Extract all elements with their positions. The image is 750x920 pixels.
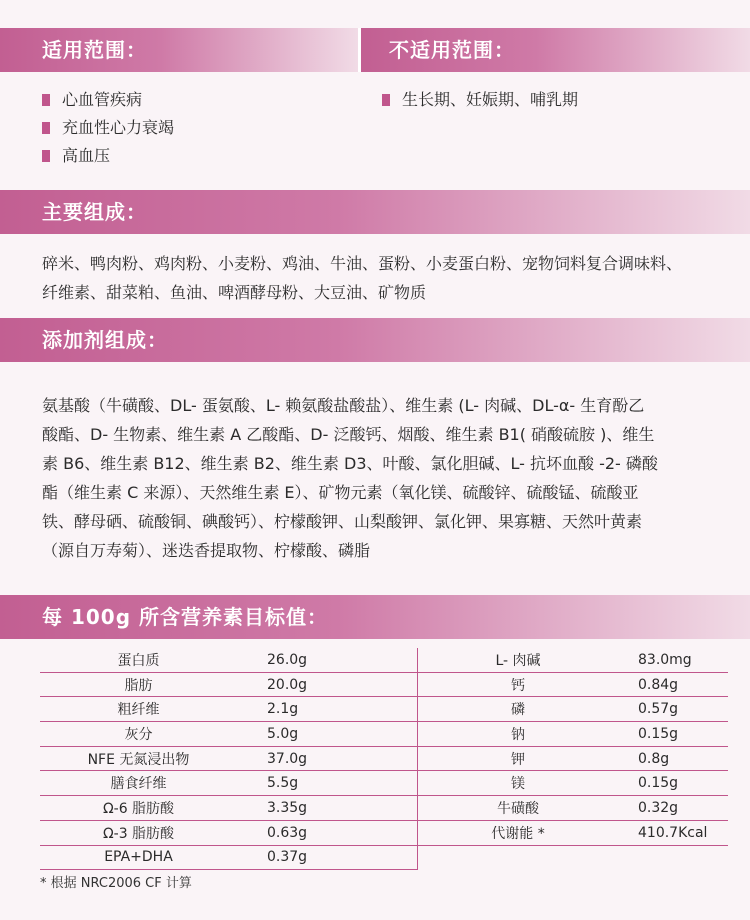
table-row	[40, 746, 728, 771]
nutrient-value: 2.1g	[237, 697, 418, 722]
nutrient-value	[618, 845, 728, 870]
nutrient-value: 0.57g	[618, 697, 728, 722]
nutrient-name: Ω-3 脂肪酸	[40, 820, 237, 845]
nutrient-name: 钾	[418, 746, 619, 771]
list-item	[42, 114, 174, 142]
list-item-text: 心血管疾病	[62, 90, 143, 109]
nutrient-name: EPA+DHA	[40, 845, 237, 870]
text-line: 酸酯、D- 生物素、维生素 A 乙酸酯、D- 泛酸钙、烟酸、维生素 B1( 硝酸硫胺 )、维生	[42, 425, 655, 444]
list-item-text: 生长期、妊娠期、哺乳期	[402, 90, 579, 109]
nutrient-value: 410.7Kcal	[618, 820, 728, 845]
text-line: （源自万寿菊）、迷迭香提取物、柠檬酸、磷脂	[42, 541, 371, 560]
nutrient-value: 0.84g	[618, 672, 728, 697]
bullet-icon	[42, 150, 50, 162]
text-line: 碎米、鸭肉粉、鸡肉粉、小麦粉、鸡油、牛油、蛋粉、小麦蛋白粉、宠物饲料复合调味料、	[42, 254, 683, 273]
nutrient-name: Ω-6 脂肪酸	[40, 796, 237, 821]
list-item-text: 高血压	[62, 146, 111, 165]
nutrient-name: 代谢能 *	[418, 820, 619, 845]
not-applicable-header: 不适用范围：	[361, 28, 750, 72]
nutrient-name: 镁	[418, 771, 619, 796]
nutrient-name: 磷	[418, 697, 619, 722]
bullet-icon	[42, 122, 50, 134]
footnote: * 根据 NRC2006 CF 计算	[40, 876, 192, 891]
nutrient-name: NFE 无氮浸出物	[40, 746, 237, 771]
nutrient-name: L- 肉碱	[418, 648, 619, 672]
nutrient-name: 灰分	[40, 722, 237, 747]
table-row	[40, 796, 728, 821]
bullet-icon	[42, 94, 50, 106]
applicable-list	[42, 86, 174, 170]
nutrient-value: 0.15g	[618, 722, 728, 747]
text-line: 氨基酸（牛磺酸、DL- 蛋氨酸、L- 赖氨酸盐酸盐）、维生素 (L- 肉碱、DL-α- 生育酚乙	[42, 396, 645, 415]
text-line: 纤维素、甜菜粕、鱼油、啤酒酵母粉、大豆油、矿物质	[42, 283, 427, 302]
additives-header: 添加剂组成：	[0, 318, 750, 362]
nutrient-value: 0.8g	[618, 746, 728, 771]
nutrient-name: 牛磺酸	[418, 796, 619, 821]
nutrient-value: 37.0g	[237, 746, 418, 771]
list-item	[382, 86, 578, 114]
nutrient-value: 0.15g	[618, 771, 728, 796]
text-line: 铁、酵母硒、硫酸铜、碘酸钙）、柠檬酸钾、山梨酸钾、氯化钾、果寡糖、天然叶黄素	[42, 512, 643, 531]
not-applicable-list	[382, 86, 578, 114]
table-row	[40, 648, 728, 672]
nutrition-table	[40, 648, 728, 870]
nutrient-value: 83.0mg	[618, 648, 728, 672]
nutrient-name: 脂肪	[40, 672, 237, 697]
nutrient-value: 20.0g	[237, 672, 418, 697]
table-row	[40, 722, 728, 747]
nutrient-value: 0.37g	[237, 845, 418, 870]
list-item-text: 充血性心力衰竭	[62, 118, 175, 137]
main-ingredients-text	[42, 249, 722, 307]
text-line: 素 B6、维生素 B12、维生素 B2、维生素 D3、叶酸、氯化胆碱、L- 抗坏血酸 -2- 磷酸	[42, 454, 658, 473]
nutrient-name: 膳食纤维	[40, 771, 237, 796]
additives-text	[42, 391, 722, 565]
nutrient-name: 钙	[418, 672, 619, 697]
nutrient-value: 26.0g	[237, 648, 418, 672]
nutrient-value: 0.63g	[237, 820, 418, 845]
nutrient-value: 0.32g	[618, 796, 728, 821]
applicable-header: 适用范围：	[0, 28, 358, 72]
nutrient-name: 蛋白质	[40, 648, 237, 672]
table-row	[40, 697, 728, 722]
table-row	[40, 771, 728, 796]
nutrition-header: 每 100g 所含营养素目标值：	[0, 595, 750, 639]
table-row	[40, 820, 728, 845]
nutrient-name	[418, 845, 619, 870]
text-line: 酯（维生素 C 来源）、天然维生素 E）、矿物元素（氧化镁、硫酸锌、硫酸锰、硫酸亚	[42, 483, 639, 502]
nutrient-value: 3.35g	[237, 796, 418, 821]
list-item	[42, 86, 174, 114]
nutrient-value: 5.0g	[237, 722, 418, 747]
table-row	[40, 672, 728, 697]
main-ingredients-header: 主要组成：	[0, 190, 750, 234]
nutrient-value: 5.5g	[237, 771, 418, 796]
nutrient-name: 粗纤维	[40, 697, 237, 722]
nutrient-name: 钠	[418, 722, 619, 747]
bullet-icon	[382, 94, 390, 106]
table-row	[40, 845, 728, 870]
list-item	[42, 142, 174, 170]
